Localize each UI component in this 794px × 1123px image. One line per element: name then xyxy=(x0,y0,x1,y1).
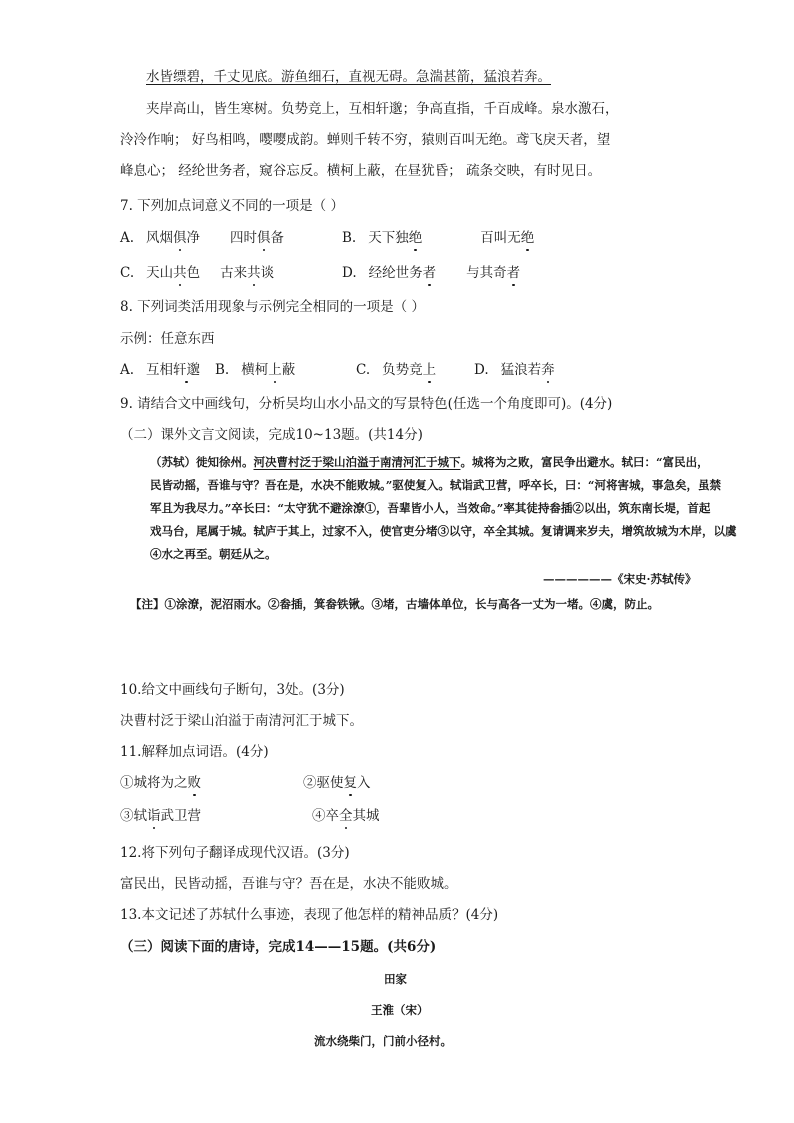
dotted-word: 共 xyxy=(173,265,187,281)
question-7-stem: 7. 下列加点词意义不同的一项是（ ） xyxy=(120,198,344,214)
question-13: 13.本文记述了苏轼什么事迹，表现了他怎样的精神品质？(4分) xyxy=(120,907,499,923)
dotted-word: 绝 xyxy=(520,230,535,246)
section-3-heading: （三）阅读下面的唐诗，完成14——15题。(共6分) xyxy=(120,939,437,955)
question-7-option-b: B. 天下独绝 百叫无绝 xyxy=(342,230,535,246)
question-7-option-a: A. 风烟俱净 四时俱备 xyxy=(120,230,285,246)
question-8-example: 示例：任意东西 xyxy=(120,331,215,347)
poem-author: 王淮（宋） xyxy=(371,1003,429,1017)
question-11-item-4: ④卒全其城 xyxy=(312,808,380,824)
passage-line: 夹岸高山，皆生寒树。负势竞上，互相轩邈；争高直指，千百成峰。泉水激石， xyxy=(146,101,619,117)
question-11-item-1: ①城将为之败 xyxy=(120,775,201,791)
dotted-word: 全 xyxy=(339,808,353,824)
dotted-word: 复 xyxy=(343,775,357,791)
passage-line: 泠泠作响； 好鸟相鸣，嘤嘤成韵。蝉则千转不穷，猿则百叫无绝。鸢飞戾天者，望 xyxy=(120,132,611,148)
question-7-option-d: D. 经纶世务者 与其奇者 xyxy=(342,265,521,281)
classical-passage-line: ④水之再至。朝廷从之。 xyxy=(150,547,277,561)
question-8-option-b: B. 横柯上蔽 xyxy=(215,362,296,378)
classical-passage-line: 戏马台，尾属于城。轼庐于其上，过家不入，使官吏分堵③以守，卒全其城。复请调来岁夫，增筑故城为木岸，以虞 xyxy=(150,524,737,538)
dotted-word: 绝 xyxy=(408,230,423,246)
question-8-option-c: C. 负势竞上 xyxy=(356,362,437,378)
question-12-stem: 12.将下列句子翻译成现代汉语。(3分) xyxy=(120,845,350,861)
classical-passage-line: 军且为我尽力。”卒长曰：“太守犹不避涂潦①，吾辈皆小人，当效命。”率其徒持畚插②以出，筑东南长堤，首起 xyxy=(150,501,711,515)
dotted-word: 共 xyxy=(247,265,261,281)
dotted-word: 者 xyxy=(506,265,521,281)
section-2-heading: （二）课外文言文阅读，完成10~13题。(共14分) xyxy=(120,427,423,443)
question-7-option-c: C. 天山共色 古来共谈 xyxy=(120,265,275,281)
dotted-word: 上 xyxy=(268,362,282,378)
classical-passage-line: （苏轼）徙知徐州。河决曹村泛于梁山泊溢于南清河汇于城下。城将为之败，富民争出避水。轼曰：“富民出， xyxy=(150,455,709,469)
question-10-sentence: 决曹村泛于梁山泊溢于南清河汇于城下。 xyxy=(120,713,363,729)
dotted-word: 奔 xyxy=(541,362,555,378)
poem-line: 流水绕柴门，门前小径村。 xyxy=(314,1034,452,1048)
question-8-stem: 8. 下列词类活用现象与示例完全相同的一项是（ ） xyxy=(120,299,425,315)
passage-underlined-line: 水皆缥碧，千丈见底。游鱼细石，直视无碍。急湍甚箭，猛浪若奔。 xyxy=(146,69,551,85)
classical-passage-line: 民皆动摇，吾谁与守？吾在是，水决不能败城。”驱使复入。轼诣武卫营，呼卒长，曰：“河将害城，事急矣，虽禁 xyxy=(150,478,721,492)
question-9: 9. 请结合文中画线句，分析吴均山水小品文的写景特色(任选一个角度即可)。(4分) xyxy=(120,396,613,412)
passage-notes: 【注】①涂潦，泥沼雨水。②畚插，箕畚铁锹。③堵，古墙体单位，长与高各一丈为一堵。④虞，防止。 xyxy=(130,597,659,611)
passage-source: ——————《宋史·苏轼传》 xyxy=(543,572,697,586)
dotted-word: 诣 xyxy=(147,808,161,824)
underlined-sentence: 河决曹村泛于梁山泊溢于南清河汇于城下 xyxy=(253,455,461,469)
passage-line: 峰息心； 经纶世务者，窥谷忘反。横柯上蔽，在昼犹昏； 疏条交映，有时见日。 xyxy=(120,163,602,179)
question-12-sentence: 富民出，民皆动摇，吾谁与守？吾在是，水决不能败城。 xyxy=(120,876,458,892)
dotted-word: 者 xyxy=(422,265,437,281)
dotted-word: 俱 xyxy=(257,230,271,246)
question-11-item-2: ②驱使复入 xyxy=(303,775,371,791)
question-11-stem: 11.解释加点词语。(4分) xyxy=(120,744,269,760)
dotted-word: 败 xyxy=(187,775,201,791)
question-11-item-3: ③轼诣武卫营 xyxy=(120,808,201,824)
dotted-word: 轩邈 xyxy=(173,362,201,378)
poem-title: 田家 xyxy=(384,972,407,986)
question-10-stem: 10.给文中画线句子断句，3处。(3分) xyxy=(120,682,345,698)
question-8-option-d: D. 猛浪若奔 xyxy=(474,362,555,378)
dotted-word: 俱 xyxy=(173,230,187,246)
question-8-options: A. 互相轩邈 xyxy=(120,362,201,378)
dotted-word: 上 xyxy=(422,362,437,378)
